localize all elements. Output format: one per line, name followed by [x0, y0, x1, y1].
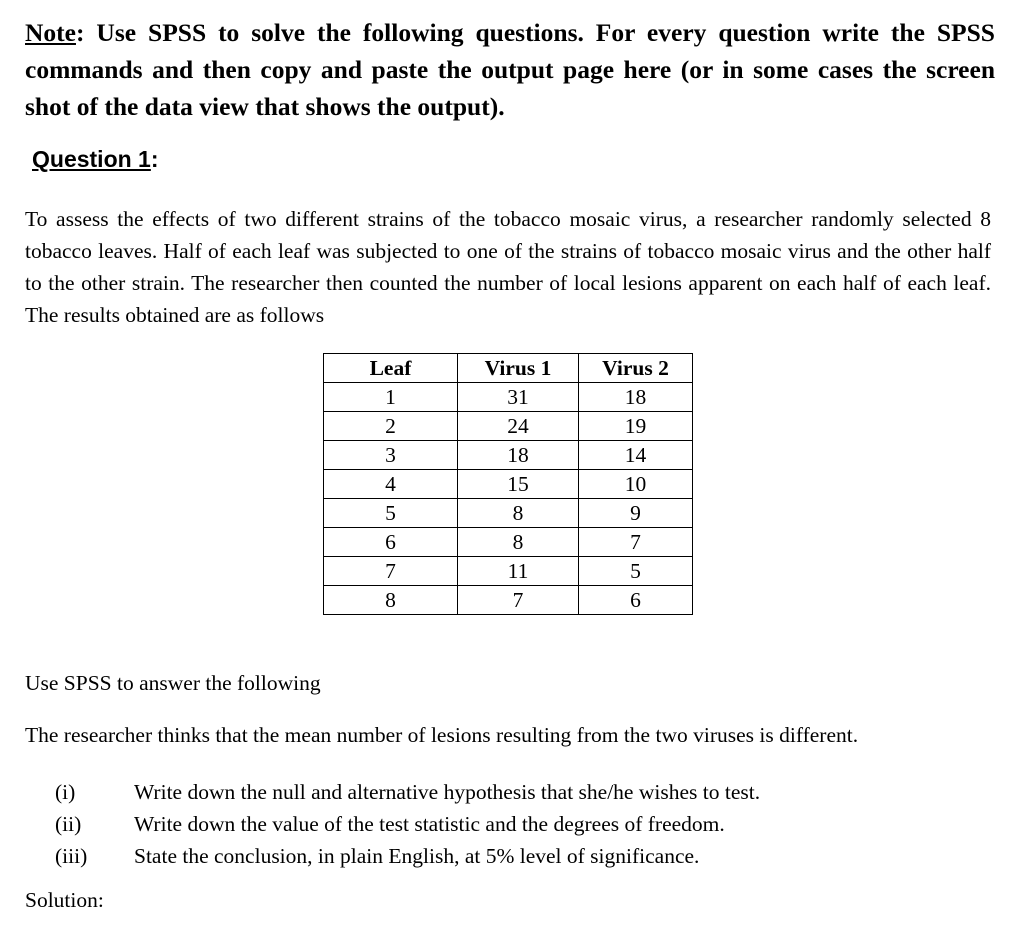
- table-header-virus1: Virus 1: [458, 354, 579, 383]
- table-cell: 3: [324, 441, 458, 470]
- table-cell: 11: [458, 557, 579, 586]
- table-cell: 7: [579, 528, 693, 557]
- table-row: [324, 557, 693, 586]
- list-item-number: (ii): [55, 812, 82, 836]
- table-cell: 18: [458, 441, 579, 470]
- table-row: [324, 586, 693, 615]
- question-intro: To assess the effects of two different strains of the tobacco mosaic virus, a researcher randomly selected 8 tobacco leaves. Half of each leaf was subjected to one of the strains of tobacco mosaic virus and the other half to the other strain. The researcher then counted the number of local lesions apparent on each half of each leaf. The results obtained are as follows: [25, 207, 991, 327]
- table-cell: 24: [458, 412, 579, 441]
- question-heading-colon: :: [150, 146, 159, 172]
- solution-label: Solution:: [25, 888, 104, 912]
- table-row: [324, 412, 693, 441]
- hypothesis-paragraph: The researcher thinks that the mean number of lesions resulting from the two viruses is different.: [25, 723, 859, 747]
- note-paragraph: [25, 14, 995, 125]
- table-cell: 15: [458, 470, 579, 499]
- list-item-text: Write down the null and alternative hypothesis that she/he wishes to test.: [134, 780, 761, 804]
- list-item-text: State the conclusion, in plain English, at 5% level of significance.: [134, 844, 700, 868]
- table-cell: 31: [458, 383, 579, 412]
- table-cell: 6: [324, 528, 458, 557]
- table-row: [324, 383, 693, 412]
- table-cell: 1: [324, 383, 458, 412]
- table-cell: 18: [579, 383, 693, 412]
- table-cell: 5: [324, 499, 458, 528]
- table-cell: 2: [324, 412, 458, 441]
- use-spss-paragraph: Use SPSS to answer the following: [25, 671, 321, 695]
- list-item-number: (i): [55, 780, 76, 804]
- table-header-virus2: Virus 2: [579, 354, 693, 383]
- table-header-leaf: Leaf: [324, 354, 458, 383]
- table-cell: 7: [324, 557, 458, 586]
- table-cell: 4: [324, 470, 458, 499]
- list-item-text: Write down the value of the test statistic and the degrees of freedom.: [134, 812, 725, 836]
- question-list: [55, 776, 760, 872]
- table-cell: 10: [579, 470, 693, 499]
- table-cell: 8: [324, 586, 458, 615]
- table-cell: 14: [579, 441, 693, 470]
- table-cell: 7: [458, 586, 579, 615]
- table-row: [324, 528, 693, 557]
- table-cell: 6: [579, 586, 693, 615]
- list-item: [55, 840, 760, 872]
- table-row: [324, 441, 693, 470]
- table-cell: 19: [579, 412, 693, 441]
- table-row: [324, 470, 693, 499]
- table-cell: 9: [579, 499, 693, 528]
- question-heading: [32, 146, 159, 173]
- list-item: [55, 776, 760, 808]
- note-text: : Use SPSS to solve the following questions. For every question write the SPSS commands and then copy and paste the output page here (or in some cases the screen shot of the data view that shows the output).: [25, 18, 995, 121]
- table-cell: 8: [458, 499, 579, 528]
- question-heading-label: Question 1: [32, 146, 151, 172]
- table-cell: 5: [579, 557, 693, 586]
- table-row: [324, 499, 693, 528]
- data-table: [323, 353, 693, 615]
- table-cell: 8: [458, 528, 579, 557]
- list-item-number: (iii): [55, 844, 88, 868]
- table-header-row: [324, 354, 693, 383]
- list-item: [55, 808, 760, 840]
- note-label: Note: [25, 18, 76, 47]
